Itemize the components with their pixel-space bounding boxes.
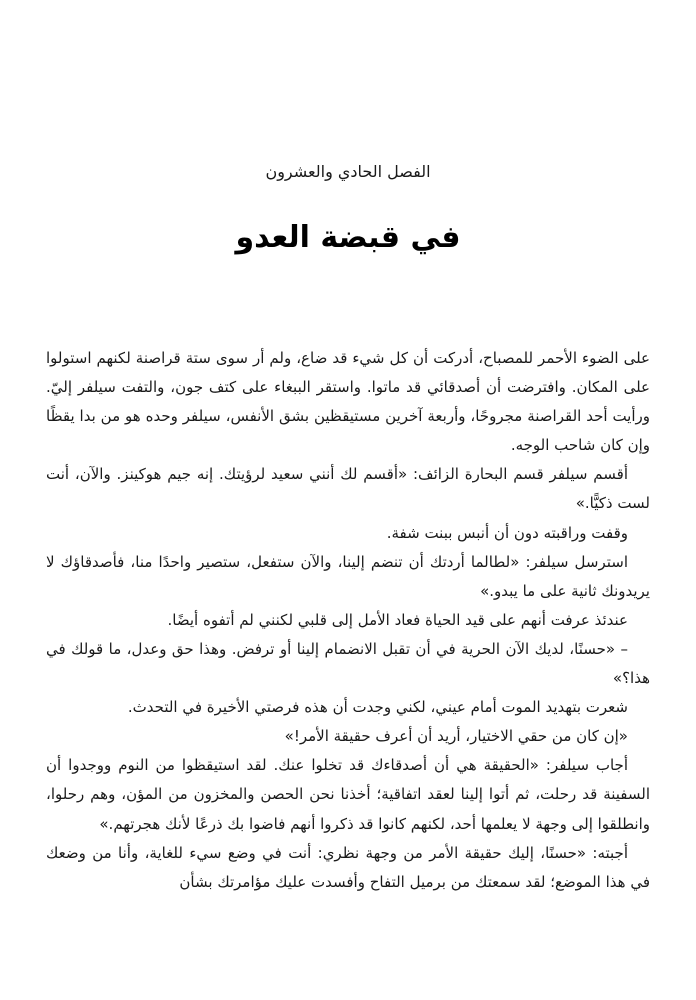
chapter-title: في قبضة العدو	[235, 220, 461, 255]
paragraph: أقسم سيلفر قسم البحارة الزائف: «أقسم لك أنني سعيد لرؤيتك. إنه جيم هوكينز. والآن، أنت لست ذكيًّا.»	[46, 465, 650, 513]
paragraph: – «حسنًا، لديك الآن الحرية في أن تقبل الانضمام إلينا أو ترفض. وهذا حق وعدل، ما قولك في هذا؟»	[46, 639, 650, 688]
paragraph: على الضوء الأحمر للمصباح، أدركت أن كل شيء قد ضاع، ولم أر سوى ستة قراصنة لكنهم استولوا على المكان. وافترضت أن أصدقائي قد ماتوا. واستقر الببغاء على كتف جون، والتفت سيلفر إليّ. ورأيت أحد القراصنة مجروحًا، وأربعة آخرين مستيقظين بشق الأنفس، سيلفر وحده هو من بدا يقظًا وإن كان شاحب الوجه.	[46, 349, 650, 455]
paragraph: شعرت بتهديد الموت أمام عيني، لكني وجدت أن هذه فرصتي الأخيرة في التحدث.	[127, 698, 628, 717]
paragraph: «إن كان من حقي الاختيار، أريد أن أعرف حقيقة الأمر!»	[284, 727, 628, 746]
paragraph: وقفت وراقبته دون أن أنبس ببنت شفة.	[386, 523, 628, 542]
paragraph: استرسل سيلفر: «لطالما أردتك أن تنضم إلينا، والآن ستفعل، ستصير واحدًا منا، فأصدقاؤك لا يريدونك ثانية على ما يبدو.»	[46, 552, 650, 600]
paragraph: عندئذ عرفت أنهم على قيد الحياة فعاد الأمل إلى قلبي لكنني لم أتفوه أيضًا.	[167, 610, 628, 629]
chapter-body	[46, 344, 650, 897]
chapter-number-label: الفصل الحادي والعشرون	[265, 162, 431, 181]
paragraph: أجاب سيلفر: «الحقيقة هي أن أصدقاءك قد تخلوا عنك. لقد استيقظوا من النوم ووجدوا أن السفينة قد رحلت، ثم أتوا إلينا لعقد اتفاقية؛ أخذنا نحن الحصن والمخزون من المؤن، وهم رحلوا، وانطلقوا إلى وجهة لا يعلمها أحد، لكنهم كانوا قد ذكروا أنهم فاضوا بك ذرعًا لأنك هجرتهم.»	[46, 756, 650, 833]
paragraph: أجبته: «حسنًا، إليك حقيقة الأمر من وجهة نظري: أنت في وضع سيء للغاية، وأنا من وضعك في هذا الموضع؛ لقد سمعتك من برميل التفاح وأفسدت عليك مؤامرتك بشأن	[46, 843, 650, 891]
